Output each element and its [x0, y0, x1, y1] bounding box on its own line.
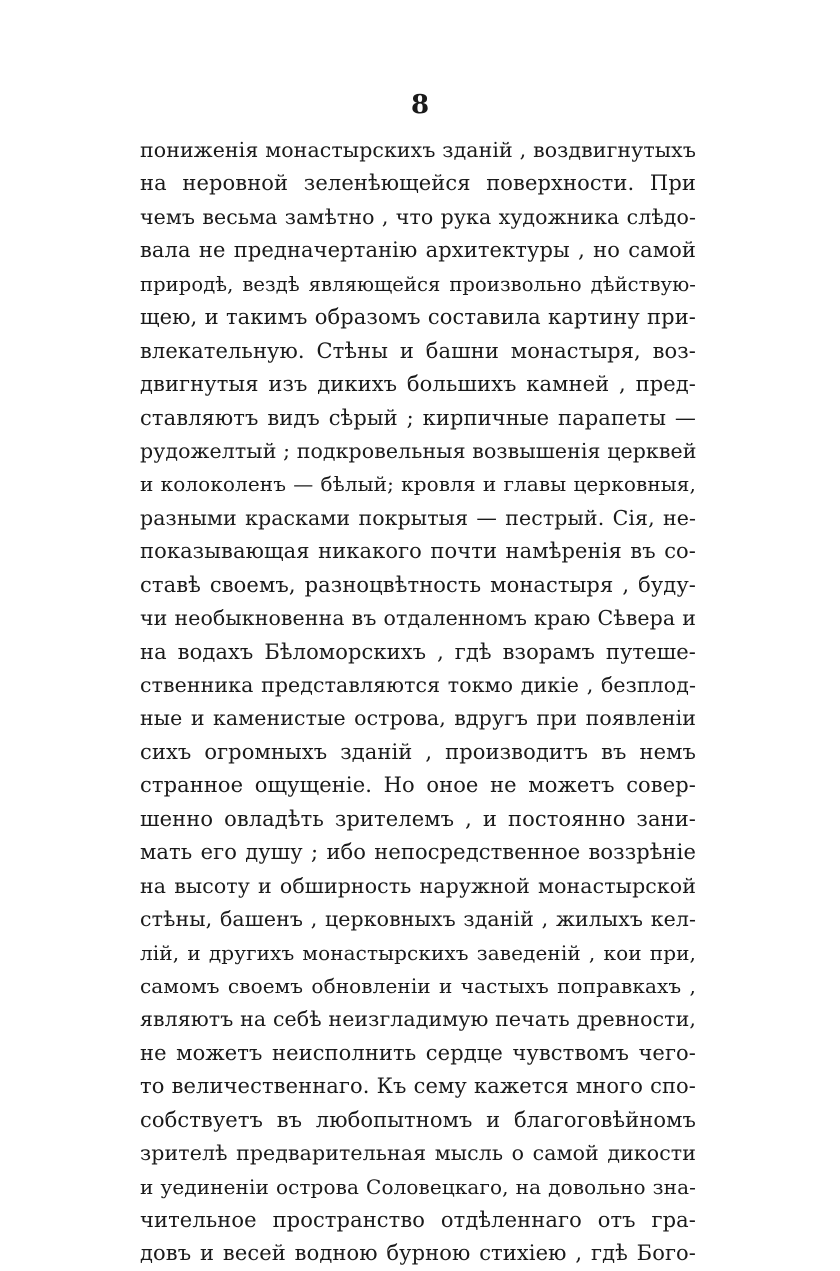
- text-line: влекательную. Стѣны и башни монастыря, воз-: [140, 338, 696, 363]
- text-line: лій, и другихъ монастырскихъ заведеній , кои при,: [140, 940, 696, 965]
- text-line: мать его душу ; ибо непосредственное воззрѣніе: [140, 840, 696, 865]
- text-line: двигнутыя изъ дикихъ большихъ камней , пред-: [140, 372, 696, 397]
- text-line: пониженія монастырскихъ зданій , воздвигнутыхъ: [140, 138, 696, 162]
- text-line: довъ и весей водною бурною стихіею , гдѣ Бого-: [140, 1241, 696, 1266]
- text-line: самомъ своемъ обновленіи и частыхъ поправкахъ ,: [140, 973, 696, 998]
- text-line: вала не предначертанію архитектуры , но самой: [140, 238, 696, 263]
- text-line: щею, и такимъ образомъ составила картину при-: [140, 305, 696, 330]
- text-line: на водахъ Бѣломорскихъ , гдѣ взорамъ путеше-: [140, 639, 696, 664]
- text-line: зрителѣ предварительная мысль о самой дикости: [140, 1141, 696, 1166]
- text-line: чи необыкновенна въ отдаленномъ краю Сѣвера и: [140, 606, 696, 631]
- text-line: странное ощущеніе. Но оное не можетъ совер-: [140, 773, 696, 798]
- text-line: ственника представляются токмо дикіе , безплод-: [140, 673, 696, 697]
- text-line: шенно овладѣть зрителемъ , и постоянно зани-: [140, 806, 696, 831]
- text-line: не можетъ неисполнить сердце чувствомъ чего-: [140, 1040, 696, 1065]
- text-line: чемъ весьма замѣтно , что рука художника слѣдо-: [140, 204, 696, 229]
- page-number: 8: [410, 90, 430, 120]
- text-line: являютъ на себѣ неизгладимую печать древности,: [140, 1007, 696, 1032]
- text-line: рудожелтый ; подкровельныя возвышенія церквей: [140, 438, 697, 463]
- text-line: и колоколенъ — бѣлый; кровля и главы церковныя,: [140, 472, 696, 497]
- text-line: собствуетъ въ любопытномъ и благоговѣйномъ: [140, 1107, 696, 1132]
- text-line: чительное пространство отдѣленнаго отъ гра-: [140, 1208, 696, 1232]
- text-line: ставляютъ видъ сѣрый ; кирпичные парапеты —: [140, 405, 696, 430]
- text-line: на высоту и обширность наружной монастырской: [140, 873, 696, 898]
- body-text: [140, 134, 696, 1271]
- text-line: стѣны, башенъ , церковныхъ зданій , жилыхъ кел-: [140, 907, 696, 932]
- text-line: и уединеніи острова Соловецкаго, на довольно зна-: [140, 1174, 696, 1199]
- text-line: ставѣ своемъ, разноцвѣтность монастыря , буду-: [140, 572, 696, 597]
- text-line: природѣ, вездѣ являющейся произвольно дѣйствую-: [140, 272, 696, 296]
- text-line: на неровной зеленѣющейся поверхности. При: [140, 171, 696, 196]
- text-line: ные и каменистые острова, вдругъ при появленіи: [140, 706, 696, 731]
- text-line: сихъ огромныхъ зданій , производитъ въ немъ: [140, 739, 696, 764]
- text-line: то величественнаго. Къ сему кажется много спо-: [140, 1074, 696, 1099]
- text-line: показывающая никакого почти намѣренія въ со-: [140, 539, 696, 564]
- text-line: разными красками покрытыя — пестрый. Сія, не-: [140, 505, 696, 530]
